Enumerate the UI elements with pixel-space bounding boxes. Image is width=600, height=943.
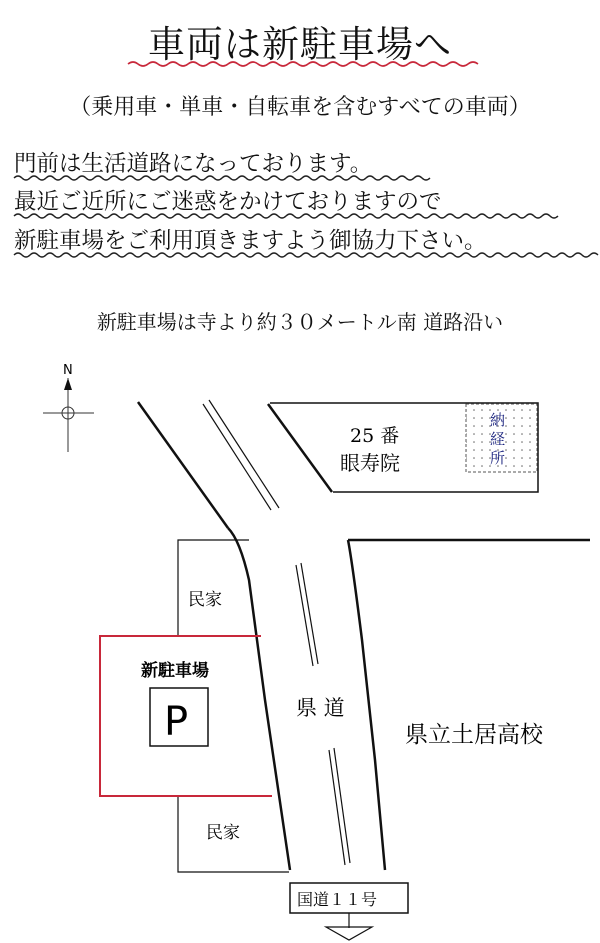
nokyosho-char-2: 経 <box>490 430 506 448</box>
compass <box>43 363 94 452</box>
parking-symbol: P <box>164 699 189 745</box>
temple-number: 25 番 <box>350 425 400 447</box>
school-label: 県立土居高校 <box>405 722 543 748</box>
temple-name: 眼寿院 <box>340 451 400 475</box>
new-parking-lot <box>100 636 272 796</box>
directions-text: 新駐車場は寺より約３０メートル南 道路沿い <box>96 310 504 334</box>
nokyosho-char-1: 納 <box>490 411 506 429</box>
prefectural-road-label: 県 道 <box>296 696 345 720</box>
route-label: 国道１１号 <box>297 890 378 909</box>
national-route <box>290 883 408 940</box>
north-arrow-icon <box>64 378 72 390</box>
house-label-upper: 民家 <box>188 590 222 610</box>
notice-line-3: 新駐車場をご利用頂きますよう御協力下さい。 <box>14 228 487 254</box>
compass-label: N <box>63 363 73 378</box>
notice-line-1: 門前は生活道路になっております。 <box>14 151 373 177</box>
road-edge-left-lower <box>228 528 290 870</box>
temple-block <box>270 403 538 492</box>
page-title: 車両は新駐車場へ <box>148 23 452 66</box>
parking-label: 新駐車場 <box>141 661 209 681</box>
page-subtitle: （乗用車・単車・自転車を含むすべての車両） <box>69 95 531 120</box>
house-label-lower: 民家 <box>206 823 240 843</box>
south-arrow-icon <box>326 927 372 940</box>
road-edge-right-upper <box>268 404 332 492</box>
nokyosho-char-3: 所 <box>490 449 506 467</box>
road-edge-right-lower <box>348 540 385 870</box>
notice-line-2: 最近ご近所にご迷惑をかけておりますので <box>14 189 442 215</box>
